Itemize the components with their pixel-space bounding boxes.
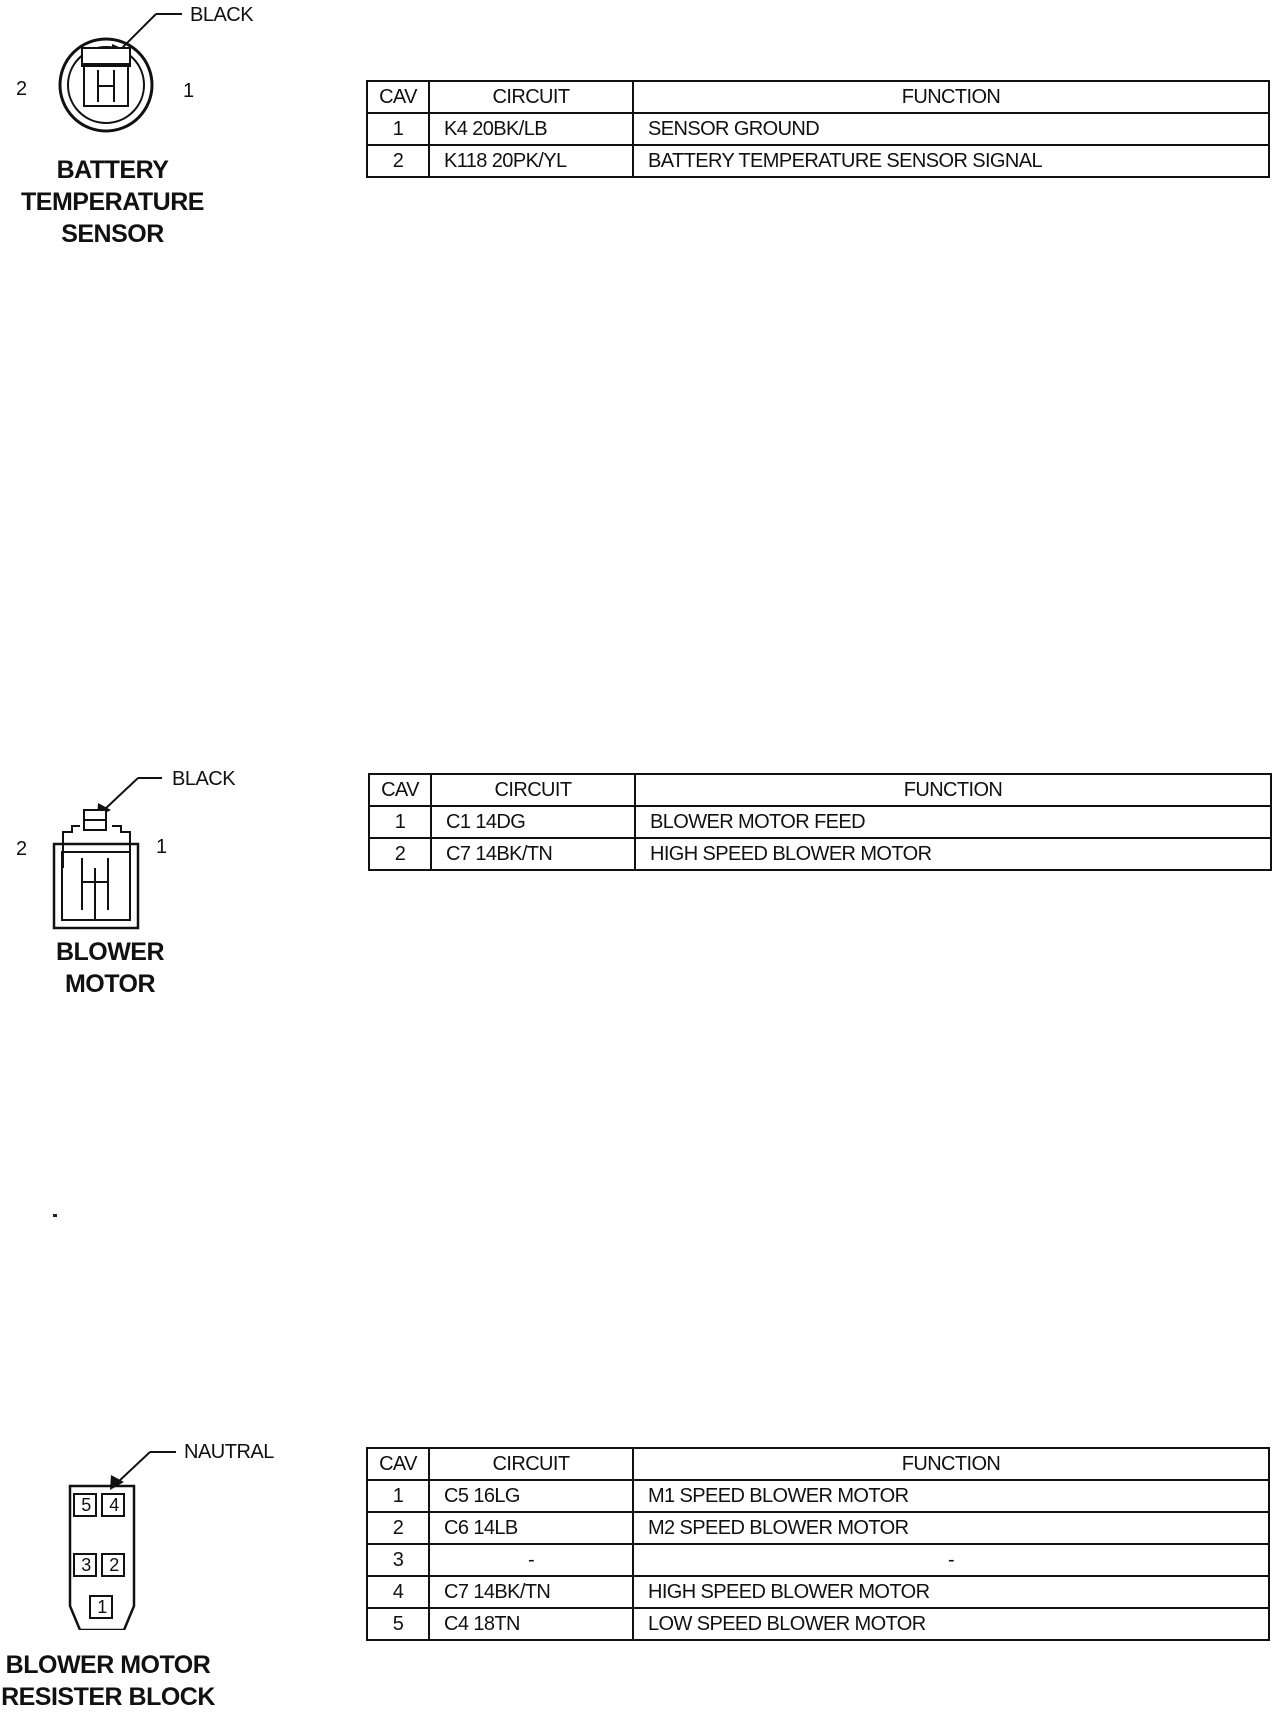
table-row	[369, 838, 1271, 870]
title-line: BLOWER MOTOR	[5, 1651, 211, 1679]
connector-battery-temperature-sensor	[0, 0, 1280, 260]
cell-cav: 3	[367, 1544, 429, 1576]
connector-blower-motor-resister-block	[0, 1430, 1280, 1712]
header-cav: CAV	[369, 774, 431, 806]
cell-cav: 1	[369, 806, 431, 838]
cell-function: BLOWER MOTOR FEED	[635, 806, 1271, 838]
table-header-row	[369, 774, 1271, 806]
pinout-table	[368, 773, 1272, 871]
cell-function: M1 SPEED BLOWER MOTOR	[633, 1480, 1269, 1512]
cell-function: HIGH SPEED BLOWER MOTOR	[635, 838, 1271, 870]
title-line: BLOWER MOTOR	[55, 938, 165, 998]
cell-circuit: -	[429, 1544, 633, 1576]
cell-circuit: C4 18TN	[429, 1608, 633, 1640]
scan-mark	[53, 1214, 57, 1217]
table-row	[367, 145, 1269, 177]
cell-circuit: C5 16LG	[429, 1480, 633, 1512]
connector-title	[0, 1649, 216, 1713]
header-cav: CAV	[367, 81, 429, 113]
cell-cav: 2	[367, 1512, 429, 1544]
cell-circuit: K118 20PK/YL	[429, 145, 633, 177]
table-header-row	[367, 1448, 1269, 1480]
cell-function: SENSOR GROUND	[633, 113, 1269, 145]
header-cav: CAV	[367, 1448, 429, 1480]
cell-function: M2 SPEED BLOWER MOTOR	[633, 1512, 1269, 1544]
title-line: BATTERY	[56, 156, 169, 184]
title-line: RESISTER BLOCK	[1, 1683, 215, 1711]
title-line: TEMPERATURE	[21, 188, 204, 216]
cell-function: HIGH SPEED BLOWER MOTOR	[633, 1576, 1269, 1608]
connector-title	[20, 154, 205, 250]
cell-cav: 1	[367, 113, 429, 145]
cell-cav: 2	[367, 145, 429, 177]
pin-number-4: 4	[109, 1495, 119, 1515]
pin-number-3: 3	[81, 1555, 91, 1575]
header-circuit: CIRCUIT	[431, 774, 635, 806]
pin-number-1: 1	[97, 1597, 107, 1617]
table-row	[367, 1576, 1269, 1608]
header-circuit: CIRCUIT	[429, 1448, 633, 1480]
cell-function: -	[633, 1544, 1269, 1576]
table-header-row	[367, 81, 1269, 113]
title-line: SENSOR	[61, 220, 164, 248]
table-row	[369, 806, 1271, 838]
cell-function: LOW SPEED BLOWER MOTOR	[633, 1608, 1269, 1640]
table-row	[367, 113, 1269, 145]
pinout-table	[366, 80, 1270, 178]
header-circuit: CIRCUIT	[429, 81, 633, 113]
header-function: FUNCTION	[633, 81, 1269, 113]
cell-circuit: C1 14DG	[431, 806, 635, 838]
cell-cav: 2	[369, 838, 431, 870]
header-function: FUNCTION	[635, 774, 1271, 806]
cell-circuit: C7 14BK/TN	[431, 838, 635, 870]
table-row	[367, 1512, 1269, 1544]
color-label: BLACK	[172, 768, 236, 790]
table-row	[367, 1480, 1269, 1512]
cell-cav: 1	[367, 1480, 429, 1512]
pin-number-5: 5	[81, 1495, 91, 1515]
cell-cav: 4	[367, 1576, 429, 1608]
pin-label-2: 2	[16, 78, 27, 100]
connector-title	[8, 936, 212, 1000]
table-row	[367, 1608, 1269, 1640]
pin-number-2: 2	[109, 1555, 119, 1575]
color-label: BLACK	[190, 4, 254, 26]
table-row	[367, 1544, 1269, 1576]
cell-circuit: C6 14LB	[429, 1512, 633, 1544]
cell-function: BATTERY TEMPERATURE SENSOR SIGNAL	[633, 145, 1269, 177]
pin-label-1: 1	[183, 80, 194, 102]
pinout-table	[366, 1447, 1270, 1641]
color-label: NAUTRAL	[184, 1441, 274, 1463]
battery-temperature-sensor-diagram	[0, 0, 300, 140]
cell-cav: 5	[367, 1608, 429, 1640]
connector-blower-motor	[0, 760, 1280, 998]
cell-circuit: C7 14BK/TN	[429, 1576, 633, 1608]
cell-circuit: K4 20BK/LB	[429, 113, 633, 145]
pin-label-1: 1	[156, 836, 167, 858]
header-function: FUNCTION	[633, 1448, 1269, 1480]
pin-label-2: 2	[16, 838, 27, 860]
